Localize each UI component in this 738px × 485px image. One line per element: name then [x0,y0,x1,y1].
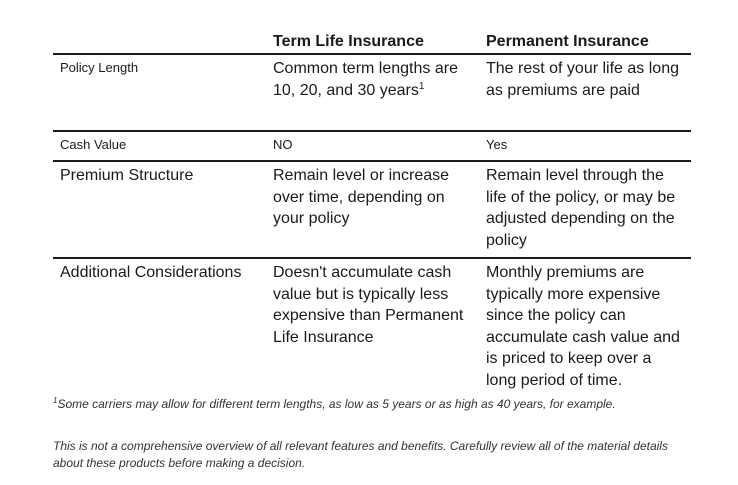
permanent-cell: Monthly premiums are typically more expensive since the policy can accumulate cash value and is priced to keep over a long period of time. [479,258,691,397]
insurance-comparison-table [53,30,691,397]
row-label: Additional Considerations [53,258,266,397]
term-text: Common term lengths are 10, 20, and 30 years [273,60,458,99]
footnote-marker: 1 [53,396,58,405]
term-cell: Remain level or increase over time, depending on your policy [266,161,479,258]
table-header-row [53,30,691,54]
table-row-premium-structure [53,161,691,258]
row-label: Cash Value [53,131,266,161]
permanent-cell: Yes [479,131,691,161]
permanent-cell: The rest of your life as long as premiums are paid [479,54,691,131]
disclaimer-text: This is not a comprehensive overview of all relevant features and benefits. Carefully review all of the material details about these products before making a decision. [53,439,668,470]
header-term-life: Term Life Insurance [273,33,424,50]
footnote-marker: 1 [418,80,425,92]
comparison-table-container [53,30,691,397]
header-empty [53,30,266,54]
footnote-text: Some carriers may allow for different term lengths, as low as 5 years or as high as 40 years, for example. [57,397,616,411]
table-row-additional-considerations [53,258,691,397]
row-label: Policy Length [53,54,266,131]
term-cell [266,54,479,131]
header-permanent: Permanent Insurance [486,33,649,50]
footnote-term-lengths [53,396,693,413]
permanent-cell: Remain level through the life of the policy, or may be adjusted depending on the policy [479,161,691,258]
row-label: Premium Structure [53,161,266,258]
table-row-policy-length [53,54,691,131]
table-row-cash-value [53,131,691,161]
term-cell: NO [266,131,479,161]
term-cell: Doesn't accumulate cash value but is typically less expensive than Permanent Life Insurance [266,258,479,397]
